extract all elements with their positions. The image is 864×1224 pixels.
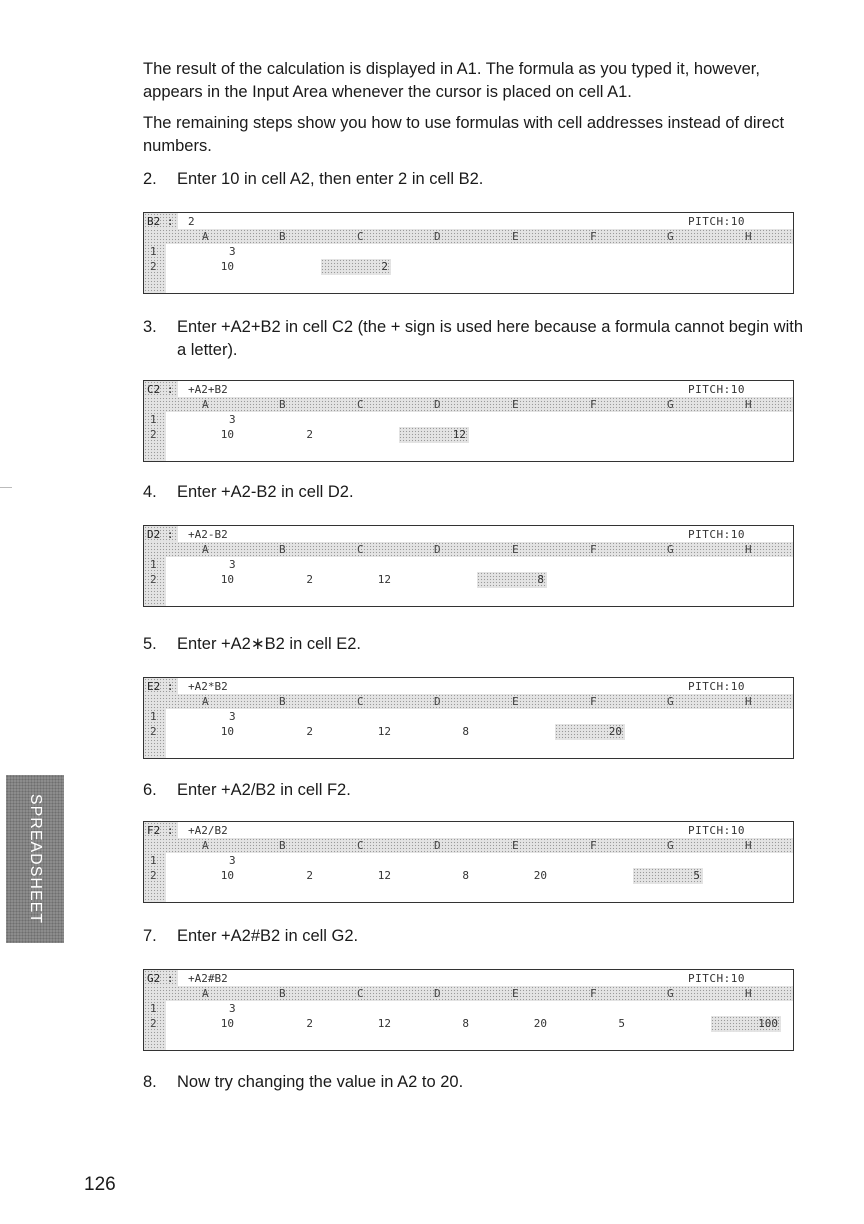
row-header-2: 2 bbox=[150, 725, 157, 738]
step-text: Enter +A2∗B2 in cell E2. bbox=[177, 635, 361, 653]
column-header-e: E bbox=[512, 543, 519, 556]
active-cell: 20 bbox=[555, 724, 625, 740]
column-header-h: H bbox=[745, 543, 752, 556]
column-header-c: C bbox=[357, 230, 364, 243]
row-header-2: 2 bbox=[150, 869, 157, 882]
column-header-f: F bbox=[590, 398, 597, 411]
cell-reference: E2 : bbox=[144, 678, 178, 694]
row-header-2: 2 bbox=[150, 428, 157, 441]
column-header-c: C bbox=[357, 987, 364, 1000]
column-header-a: A bbox=[202, 839, 209, 852]
step-5 bbox=[143, 633, 803, 656]
cell-b2: 2 bbox=[306, 428, 313, 441]
column-header-h: H bbox=[745, 695, 752, 708]
spreadsheet-screen bbox=[143, 380, 794, 462]
column-header-g: G bbox=[667, 695, 674, 708]
pitch-indicator: PITCH:10 bbox=[688, 824, 745, 837]
column-header-b: B bbox=[279, 987, 286, 1000]
step-2 bbox=[143, 168, 803, 191]
column-header-h: H bbox=[745, 987, 752, 1000]
edge-mark bbox=[0, 487, 12, 488]
intro-paragraph-2: The remaining steps show you how to use formulas with cell addresses instead of direct numbers. bbox=[143, 114, 785, 155]
row-header-1: 1 bbox=[150, 854, 157, 867]
cell-c2: 12 bbox=[377, 573, 391, 586]
spreadsheet-screen bbox=[143, 821, 794, 903]
column-header-b: B bbox=[279, 695, 286, 708]
column-header-h: H bbox=[745, 230, 752, 243]
section-tab-label: SPREADSHEET bbox=[27, 793, 44, 925]
cell-a1: 3 bbox=[229, 710, 236, 723]
column-header-b: B bbox=[279, 230, 286, 243]
intro-paragraph-1: The result of the calculation is displayed in A1. The formula as you typed it, however, appears in the Input Area whenever the cursor is placed on cell A1. bbox=[143, 60, 760, 101]
step-text: Enter 10 in cell A2, then enter 2 in cell B2. bbox=[177, 170, 484, 188]
input-area: +A2*B2 bbox=[188, 680, 228, 693]
cell-a1: 3 bbox=[229, 854, 236, 867]
step-number: 7. bbox=[143, 927, 157, 945]
column-header-e: E bbox=[512, 987, 519, 1000]
step-text: Enter +A2#B2 in cell G2. bbox=[177, 927, 359, 945]
column-header-d: D bbox=[434, 987, 441, 1000]
row-header-1: 1 bbox=[150, 1002, 157, 1015]
column-header-row bbox=[144, 986, 793, 1001]
cell-b2: 2 bbox=[306, 725, 313, 738]
active-cell: 8 bbox=[477, 572, 547, 588]
cell-a1: 3 bbox=[229, 558, 236, 571]
column-header-row bbox=[144, 838, 793, 853]
cell-e2: 20 bbox=[533, 869, 547, 882]
cell-b2: 2 bbox=[306, 573, 313, 586]
spreadsheet-screen bbox=[143, 525, 794, 607]
step-number: 3. bbox=[143, 318, 157, 336]
row-header-column bbox=[144, 853, 166, 903]
column-header-f: F bbox=[590, 839, 597, 852]
column-header-b: B bbox=[279, 543, 286, 556]
cell-reference: G2 : bbox=[144, 970, 178, 986]
input-area: +A2-B2 bbox=[188, 528, 228, 541]
step-number: 6. bbox=[143, 781, 157, 799]
column-header-c: C bbox=[357, 398, 364, 411]
row-header-1: 1 bbox=[150, 558, 157, 571]
active-cell: 100 bbox=[711, 1016, 781, 1032]
page-number: 126 bbox=[84, 1174, 116, 1195]
column-header-f: F bbox=[590, 987, 597, 1000]
column-header-d: D bbox=[434, 695, 441, 708]
spreadsheet-screen bbox=[143, 212, 794, 294]
cell-b2: 2 bbox=[306, 869, 313, 882]
input-area: +A2+B2 bbox=[188, 383, 228, 396]
step-text: Enter +A2/B2 in cell F2. bbox=[177, 781, 351, 799]
column-header-d: D bbox=[434, 543, 441, 556]
cell-d2: 8 bbox=[462, 869, 469, 882]
step-number: 5. bbox=[143, 635, 157, 653]
column-header-f: F bbox=[590, 230, 597, 243]
spreadsheet-screen bbox=[143, 677, 794, 759]
step-8 bbox=[143, 1071, 803, 1094]
row-header-column bbox=[144, 412, 166, 462]
step-7 bbox=[143, 925, 803, 948]
column-header-h: H bbox=[745, 398, 752, 411]
row-header-column bbox=[144, 1001, 166, 1051]
cell-f2: 5 bbox=[618, 1017, 625, 1030]
pitch-indicator: PITCH:10 bbox=[688, 972, 745, 985]
column-header-a: A bbox=[202, 230, 209, 243]
column-header-a: A bbox=[202, 695, 209, 708]
step-3 bbox=[143, 316, 803, 362]
cell-reference: D2 : bbox=[144, 526, 178, 542]
active-cell: 5 bbox=[633, 868, 703, 884]
pitch-indicator: PITCH:10 bbox=[688, 215, 745, 228]
row-header-2: 2 bbox=[150, 1017, 157, 1030]
cell-a2: 10 bbox=[220, 573, 234, 586]
input-area: 2 bbox=[188, 215, 195, 228]
cell-a2: 10 bbox=[220, 1017, 234, 1030]
column-header-e: E bbox=[512, 839, 519, 852]
cell-c2: 12 bbox=[377, 1017, 391, 1030]
row-header-column bbox=[144, 709, 166, 759]
column-header-b: B bbox=[279, 398, 286, 411]
spreadsheet-screen bbox=[143, 969, 794, 1051]
input-area: +A2#B2 bbox=[188, 972, 228, 985]
column-header-row bbox=[144, 542, 793, 557]
column-header-g: G bbox=[667, 398, 674, 411]
column-header-g: G bbox=[667, 987, 674, 1000]
cell-a1: 3 bbox=[229, 245, 236, 258]
cell-a2: 10 bbox=[220, 869, 234, 882]
step-text: Enter +A2+B2 in cell C2 (the + sign is used here because a formula cannot begin with a letter). bbox=[177, 318, 804, 359]
row-header-2: 2 bbox=[150, 260, 157, 273]
column-header-g: G bbox=[667, 543, 674, 556]
column-header-e: E bbox=[512, 695, 519, 708]
row-header-column bbox=[144, 244, 166, 294]
pitch-indicator: PITCH:10 bbox=[688, 680, 745, 693]
cell-d2: 8 bbox=[462, 1017, 469, 1030]
cell-a1: 3 bbox=[229, 413, 236, 426]
cell-d2: 8 bbox=[462, 725, 469, 738]
column-header-c: C bbox=[357, 695, 364, 708]
step-number: 8. bbox=[143, 1073, 157, 1091]
cell-c2: 12 bbox=[377, 869, 391, 882]
column-header-f: F bbox=[590, 695, 597, 708]
column-header-a: A bbox=[202, 987, 209, 1000]
column-header-row bbox=[144, 397, 793, 412]
pitch-indicator: PITCH:10 bbox=[688, 528, 745, 541]
cell-reference: C2 : bbox=[144, 381, 178, 397]
column-header-g: G bbox=[667, 839, 674, 852]
step-text: Enter +A2-B2 in cell D2. bbox=[177, 483, 354, 501]
pitch-indicator: PITCH:10 bbox=[688, 383, 745, 396]
cell-reference: F2 : bbox=[144, 822, 178, 838]
row-header-column bbox=[144, 557, 166, 607]
section-tab bbox=[6, 775, 64, 943]
column-header-a: A bbox=[202, 398, 209, 411]
step-number: 2. bbox=[143, 170, 157, 188]
step-4 bbox=[143, 481, 803, 504]
column-header-d: D bbox=[434, 398, 441, 411]
cell-c2: 12 bbox=[377, 725, 391, 738]
column-header-f: F bbox=[590, 543, 597, 556]
column-header-row bbox=[144, 229, 793, 244]
cell-a2: 10 bbox=[220, 725, 234, 738]
step-number: 4. bbox=[143, 483, 157, 501]
row-header-2: 2 bbox=[150, 573, 157, 586]
column-header-e: E bbox=[512, 230, 519, 243]
step-text: Now try changing the value in A2 to 20. bbox=[177, 1073, 464, 1091]
column-header-a: A bbox=[202, 543, 209, 556]
cell-e2: 20 bbox=[533, 1017, 547, 1030]
column-header-d: D bbox=[434, 839, 441, 852]
column-header-e: E bbox=[512, 398, 519, 411]
column-header-row bbox=[144, 694, 793, 709]
column-header-h: H bbox=[745, 839, 752, 852]
active-cell: 2 bbox=[321, 259, 391, 275]
cell-b2: 2 bbox=[306, 1017, 313, 1030]
input-area: +A2/B2 bbox=[188, 824, 228, 837]
cell-a2: 10 bbox=[220, 260, 234, 273]
column-header-c: C bbox=[357, 839, 364, 852]
row-header-1: 1 bbox=[150, 413, 157, 426]
cell-reference: B2 : bbox=[144, 213, 178, 229]
cell-a1: 3 bbox=[229, 1002, 236, 1015]
step-6 bbox=[143, 779, 803, 802]
column-header-g: G bbox=[667, 230, 674, 243]
row-header-1: 1 bbox=[150, 710, 157, 723]
row-header-1: 1 bbox=[150, 245, 157, 258]
column-header-c: C bbox=[357, 543, 364, 556]
column-header-b: B bbox=[279, 839, 286, 852]
column-header-d: D bbox=[434, 230, 441, 243]
cell-a2: 10 bbox=[220, 428, 234, 441]
active-cell: 12 bbox=[399, 427, 469, 443]
